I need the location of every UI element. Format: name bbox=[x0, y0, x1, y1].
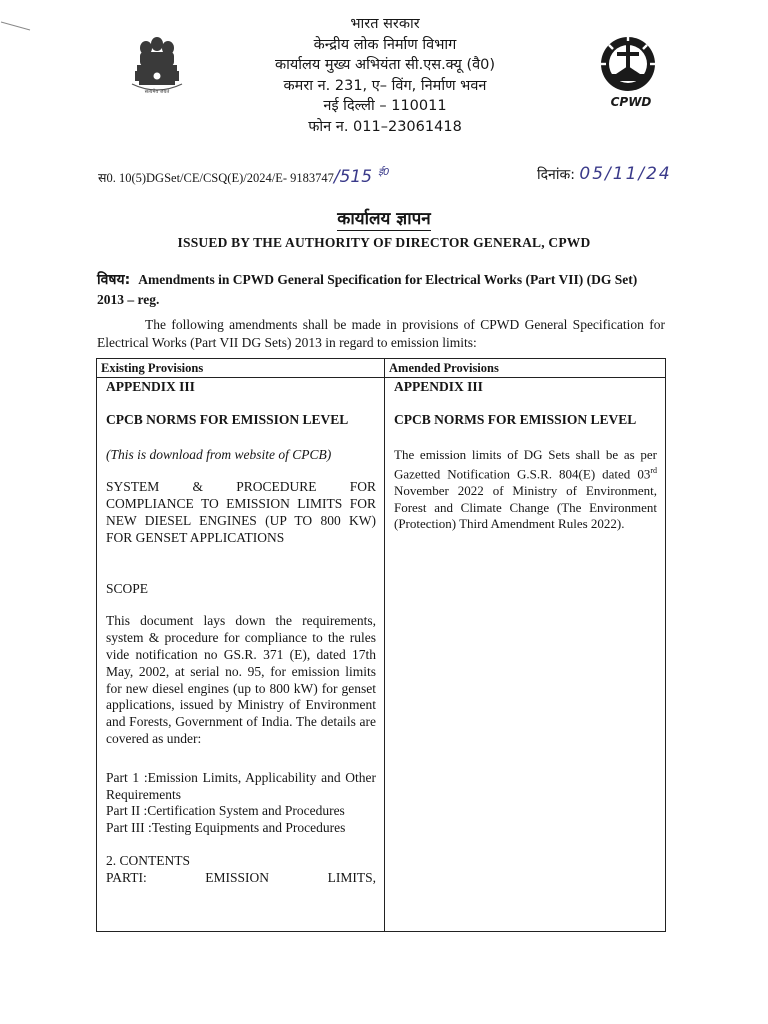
office-address-header bbox=[200, 14, 570, 138]
existing-part-2: Part II :Certification System and Procedures bbox=[106, 803, 345, 819]
existing-part-1: Part 1 :Emission Limits, Applicability and Other Requirements bbox=[106, 769, 376, 802]
pen-mark bbox=[0, 20, 32, 32]
amended-provision-text bbox=[394, 447, 657, 533]
national-emblem-icon bbox=[126, 32, 188, 96]
existing-provisions-header: Existing Provisions bbox=[97, 359, 384, 378]
provisions-table bbox=[96, 358, 666, 932]
header-line-room: कमरा न. 231, ए– विंग, निर्माण भवन bbox=[283, 77, 487, 94]
subject-text: Amendments in CPWD General Specification for Electrical Works (Part VII) (DG Set) 2013 – reg. bbox=[97, 272, 638, 307]
reference-number bbox=[98, 164, 389, 187]
header-line-office: कार्यालय मुख्य अभियंता सी.एस.क्यू (वै0) bbox=[274, 57, 496, 74]
reference-printed: स0. 10(5)DGSet/CE/CSQ(E)/2024/E- 9183747 bbox=[98, 171, 334, 185]
existing-system-title: SYSTEM & PROCEDURE FOR COMPLIANCE TO EMISSION LIMITS FOR NEW DIESEL ENGINES (UP TO 800 KW) FOR GENSET APPLICATIONS bbox=[106, 479, 376, 545]
header-line-city: नई दिल्ली – 110011 bbox=[323, 98, 447, 115]
reference-handwritten-suffix: ई0 bbox=[378, 167, 390, 178]
date-label: दिनांक: bbox=[537, 167, 575, 183]
existing-appendix: APPENDIX III bbox=[106, 379, 195, 394]
amended-norms-title: CPCB NORMS FOR EMISSION LEVEL bbox=[394, 411, 637, 427]
issued-by-line: ISSUED BY THE AUTHORITY OF DIRECTOR GENERAL, CPWD bbox=[177, 235, 591, 250]
existing-norms-title: CPCB NORMS FOR EMISSION LEVEL bbox=[106, 411, 349, 427]
existing-scope-text: This document lays down the requirements, system & procedure for compliance to the rules vide notification no GS.R. 371 (E), dated 17th May, 2002, at serial no. 95, for emission limits for new diesel engines (up to 800 kW) for genset applications, issued by Ministry of Environment and Forests, Government of India. The details are covered as under: bbox=[106, 613, 376, 746]
date-field bbox=[537, 164, 672, 184]
existing-contents: 2. CONTENTS bbox=[106, 852, 190, 868]
header-line-department: केन्द्रीय लोक निर्माण विभाग bbox=[313, 36, 457, 53]
intro-paragraph: The following amendments shall be made in provisions of CPWD General Specification for Electrical Works (Part VII DG Sets) 2013 in regard to emission limits: bbox=[97, 317, 665, 350]
reference-handwritten-number: /515 bbox=[333, 167, 373, 187]
amended-appendix: APPENDIX III bbox=[394, 379, 483, 394]
subject-block bbox=[97, 270, 662, 310]
memo-title-text: कार्यालय ज्ञापन bbox=[337, 209, 431, 229]
amended-text-sup: rd bbox=[650, 466, 657, 476]
amended-provisions-column bbox=[385, 359, 665, 931]
amended-provisions-header: Amended Provisions bbox=[385, 359, 665, 378]
existing-last-line: PARTI: EMISSION LIMITS, bbox=[106, 869, 376, 885]
existing-part-3: Part III :Testing Equipments and Procedures bbox=[106, 820, 346, 836]
amended-text-part1: The emission limits of DG Sets shall be as per Gazetted Notification G.S.R. 804(E) dated 03 bbox=[394, 446, 657, 482]
subject-label: विषय: bbox=[97, 272, 131, 288]
existing-download-note: (This is download from website of CPCB) bbox=[106, 446, 332, 462]
header-line-government: भारत सरकार bbox=[350, 16, 420, 32]
date-value: 05/11/24 bbox=[579, 164, 672, 184]
memo-title bbox=[0, 206, 768, 229]
cpwd-logo-icon bbox=[588, 30, 672, 110]
emblem-motto: सत्यमेव जयते bbox=[144, 89, 170, 95]
header-line-phone: फोन न. 011–23061418 bbox=[308, 118, 462, 135]
existing-provisions-column bbox=[97, 359, 385, 931]
cpwd-logo-text: CPWD bbox=[610, 95, 652, 109]
existing-scope-heading: SCOPE bbox=[106, 580, 149, 596]
amended-text-part2: November 2022 of Ministry of Environment, Forest and Climate Change (The Environment (Protection) Third Amendment Rules 2022). bbox=[394, 483, 657, 532]
